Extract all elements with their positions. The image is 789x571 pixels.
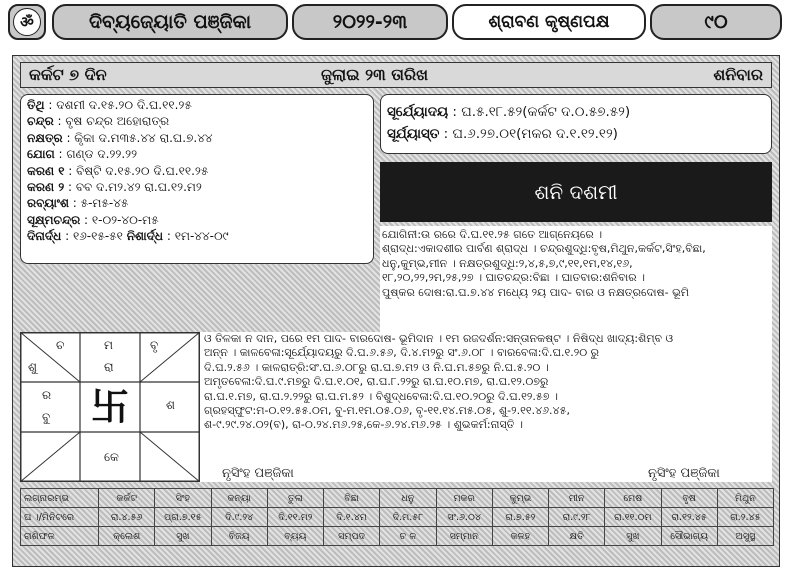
table-cell: କୁମ୍ଭ xyxy=(492,489,548,508)
table-cell: ବ୍ୟୟ xyxy=(267,527,323,546)
chart-cell-text: ର xyxy=(42,388,52,402)
table-cell: ସମ୍ପଦ xyxy=(324,527,380,546)
swastika-icon: 卐 xyxy=(90,385,129,429)
table-cell: ସୌଭାଗ୍ୟ xyxy=(661,527,717,546)
panchang-box xyxy=(20,94,374,264)
chart-cell-text: ବୃ xyxy=(150,338,159,352)
table-cell: ମେଷ xyxy=(605,489,661,508)
row-header: ଲଗ୍ନାରମ୍ଭ xyxy=(21,489,99,508)
panchang-row: ରବ୍ୟାଂଶ : ୫-ମ୫-୪୫ xyxy=(27,196,129,211)
table-cell: ମୀନ xyxy=(549,489,605,508)
table-cell: ବିଜୟ xyxy=(211,527,267,546)
panchang-row: ଚନ୍ଦ୍ର : ବୃଷ ଚନ୍ଦ୍ର ଅହୋରାତ୍ର xyxy=(27,114,170,129)
panchang-row: ଯୋଗ : ଗଣ୍ଡ ଦ.୨୨.୨୨ xyxy=(27,147,138,162)
sunrise-line: ସୂର୍ଯ୍ୟୋଦୟ : ଘ.୫.୧୮.୫୨(କର୍କଟ ଦ.୦.୫୭.୫୨) xyxy=(387,104,631,120)
table-cell: ରା.୭.୫୨ xyxy=(492,508,548,527)
table-cell: ରା.୧୨.୪୫ xyxy=(661,508,717,527)
table-cell: ଅସୁସ୍ଥ xyxy=(717,527,773,546)
table-cell: ଦି.୧.୪ମ xyxy=(324,508,380,527)
table-cell: ମକର xyxy=(436,489,492,508)
rashi-day: କର୍କଟ ୭ ଦିନ xyxy=(29,65,107,84)
watermark-left: ନୃସିଂହ ପଞ୍ଜିକା xyxy=(222,466,294,481)
table-cell: ଚ ଳ xyxy=(380,527,436,546)
table-cell: ସୁଖ xyxy=(605,527,661,546)
month-label: ଶ୍ରାବଣ କୃଷ୍ଣପକ୍ଷ xyxy=(452,4,646,40)
panchang-row: କରଣ ୨ : ବବ ଦ.ମ୨.୪୨ ରା.ଘ.୧୨.ମ୨ xyxy=(27,180,202,195)
table-cell: ବୃଷ xyxy=(661,489,717,508)
page-title: ଦିବ୍ୟଜ୍ୟୋତି ପଞ୍ଜିକା xyxy=(52,4,288,40)
table-cell: ସୁଖ xyxy=(155,527,211,546)
lagna-table xyxy=(20,488,774,546)
chart-cell-text: ଶୁ xyxy=(28,360,37,374)
horoscope-chart xyxy=(20,332,200,482)
table-cell: କଳହ xyxy=(492,527,548,546)
date-text: ଜୁଲାଇ ୨୩ ତାରିଖ xyxy=(321,65,429,84)
table-cell: ମିଥୁନ xyxy=(717,489,773,508)
yogini-panel xyxy=(380,226,772,332)
table-cell: ରା.୯.୨୮ xyxy=(549,508,605,527)
year-label: ୨୦୨୨-୨୩ xyxy=(292,4,448,40)
panchang-row: ନକ୍ଷତ୍ର : କୃିକା ଦ.ମ୩୫.୪୪ ରା.ଘ.୭.୪୪ xyxy=(27,130,213,145)
table-cell: ଦି.୧୧.ମ୨ xyxy=(267,508,323,527)
table-cell: ସଂ.୬.୦୪ xyxy=(436,508,492,527)
table-cell: ବିଛା xyxy=(324,489,380,508)
om-logo xyxy=(8,4,46,40)
row-header: ରାଶିଫଳ xyxy=(21,527,99,546)
chart-cell-text: ମ xyxy=(104,338,113,352)
table-cell: କ୍ଷତି xyxy=(549,527,605,546)
table-cell: ରା.୧୧.୦ମ xyxy=(605,508,661,527)
chart-cell-text: କେ xyxy=(104,450,119,464)
table-cell: ରା.୨.୪୫ xyxy=(717,508,773,527)
table-cell: ପ୍ରା.୭.୧୫ xyxy=(155,508,211,527)
panchang-row: କରଣ ୧ : ବିଷ୍ଟି ଦ.୧୫.୨୦ ଦି.ଘ.୧୧.୨୫ xyxy=(27,163,209,178)
table-cell: କ୍ଲେଶ xyxy=(99,527,155,546)
row-header: ଘ ।/ମିନିଟରେ xyxy=(21,508,99,527)
table-cell: ତୁଳା xyxy=(267,489,323,508)
table-cell: କର୍କଟ xyxy=(99,489,155,508)
chart-cell-text: ଚ xyxy=(56,338,65,352)
details-text: ଓ ତିଳକା ନ ଦାନ, ପରେ ୧ମ ପାଦ- ବାରଦୋଷ- ଭୂମିଦାନ । ୧ମ ରଜଦର୍ଶନ:ସନ୍ତାନକଷ୍ଟ । ନିଷିଦ୍ଧ ଖାଦ୍ୟ:ଶିମ୍ବ ଓ ଅନ୍ନ । କାଳବେଳା:ସୂର୍ଯ୍ୟୋଦୟରୁ ଦି.ଘ.୬.୫୬, ଦି.୪.ମ୨ରୁ ସଂ.୬.୦୮ । ବାରବେଳା:ଦି.ଘ.୧.୨୦ ରୁ ଦି.ଘ.୨.୫୬ । କାଳରାତ୍ରି:ସଂ.ଘ.୬.୦୮ରୁ ରା.ଘ.୭.ମ୨ ଓ ନି.ଘ.ମ.୫୭ରୁ ନି.ଘ.୫.୨୦ । ଅମୃତବେଳା:ଦି.ଘ.୯.ମ୭ରୁ ଦି.ଘ.୧.୦୧, ରା.ଘ.୮.୨୨ରୁ ରା.ଘ.୧୦.ମ୭, ରା.ଘ.୧୨.୦୭ରୁ ରା.ଘ.୧.ମ୭, ରା.ଘ.୨.୨୨ରୁ ରା.ଘ.ମ.୫୨ । ବିଶୁଦ୍ଧବେଳା:ଦି.ଘ.୧୦.୨୦ରୁ ଦି.ଘ.୧୨.୫୭ । ଗ୍ରହସ୍ଫୁଟ:ମ-୦.୧୨.୫୫.୦ମ, ବୁ-ମ.୧ମ.୦୫.୦୬, ବୃ-୧୧.୧୪.ମ୫.୦୫, ଶୁ-୨.୧୧.୪୬.୪୫, ଶ-୯.୨୯.୨୪.୦୨(ବ), ରା-୦.୨୪.ମ୬.୨୫,କେ-୬.୨୪.ମ୬.୨୫ । ଶୁଭକର୍ମ:ନାସ୍ତି । xyxy=(204,332,674,432)
chart-cell-text: ଶ xyxy=(166,398,175,412)
om-icon: ॐ xyxy=(13,8,41,36)
table-cell: ରା.୪.୫୬ xyxy=(99,508,155,527)
festival-banner: ଶନି ଦଶମୀ xyxy=(380,162,772,222)
details-panel xyxy=(200,332,772,482)
table-cell: କନ୍ୟା xyxy=(211,489,267,508)
chart-cell-text: ରା xyxy=(104,360,114,374)
panchang-row: ତିଥି : ଦଶମୀ ଦ.୧୫.୨୦ ଦି.ଘ.୧୧.୨୫ xyxy=(27,98,192,112)
table-cell: ଧନୁ xyxy=(380,489,436,508)
dinardha-line: ଦିନାର୍ଦ୍ଧ : ୧୬-୧୫-୫୧ ନିଶାର୍ଦ୍ଧ : ୧ମ-୪୪-୦୯ xyxy=(27,229,229,244)
yogini-text: ଯୋଗିନୀ:ଉ ରରେ ଦି.ଘ.୧୧.୨୫ ଗତେ ଆଗ୍ନେୟରେ । ଶ୍ରାଦ୍ଧ:ଏକାଦଶୀର ପାର୍ବଣ ଶ୍ରାଦ୍ଧ । ଚନ୍ଦ୍ରଶୁଦ୍ଧି:ବୃଷ,ମିଥୁନ,କର୍କଟ,ସିଂହ,ବିଛା, ଧନୁ,କୁମ୍ଭ,ମୀନ । ନକ୍ଷତ୍ରଶୁଦ୍ଧି:୨,୪,୫,୭,୯,୧୧,୧ମ,୧୪,୧୬, ୧୮,୨୦,୨୨,୨ମ,୨୫,୨୭ । ଘାତଚନ୍ଦ୍ର:ବିଛା । ଘାତବାର:ଶନିବାର । ପୁଷ୍କର ଦୋଷ:ରା.ଘ.୭.୪୪ ମଧ୍ୟେ ୨ୟ ପାଦ- ବାର ଓ ନକ୍ଷତ୍ରଦୋଷ- ଭୂମି xyxy=(382,228,706,299)
sunset-line: ସୂର୍ଯ୍ୟାସ୍ତ : ଘ.୬.୨୭.୦୧(ମକର ଦ.୧.୧୨.୧୨) xyxy=(387,126,618,142)
table-cell: ଦି.ମ.୫୮ xyxy=(380,508,436,527)
weekday: ଶନିବାର xyxy=(713,65,763,84)
date-bar xyxy=(20,62,772,88)
page-number: ୯୦ xyxy=(650,4,782,40)
table-cell: ସମ୍ମାନ xyxy=(436,527,492,546)
panchang-row: ସୂକ୍ଷ୍ମଚନ୍ଦ୍ର : ୧-୦୨-୪୦-ମ୫ xyxy=(27,212,159,227)
watermark-right: ନୃସିଂହ ପଞ୍ଜିକା xyxy=(648,466,720,481)
table-cell: ସିଂହ xyxy=(155,489,211,508)
chart-cell-text: ବୁ xyxy=(42,410,51,424)
sun-box xyxy=(380,94,772,154)
table-cell: ଦି.୯.୨୪ xyxy=(211,508,267,527)
